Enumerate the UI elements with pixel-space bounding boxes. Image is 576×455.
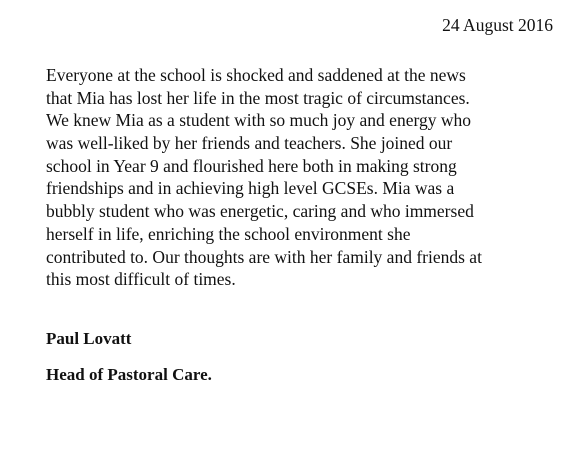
body-line: contributed to. Our thoughts are with her family and friends at — [46, 246, 482, 267]
body-line: was well-liked by her friends and teachers. She joined our — [46, 133, 453, 154]
body-line: Everyone at the school is shocked and saddened at the news — [46, 65, 466, 85]
body-line: friendships and in achieving high level GCSEs. Mia was a — [46, 178, 455, 199]
body-line: this most difficult of times. — [46, 269, 236, 290]
letter-date: 24 August 2016 — [442, 15, 553, 35]
letter-body — [46, 64, 482, 291]
body-line: bubbly student who was energetic, caring and who immersed — [46, 201, 474, 222]
body-line: school in Year 9 and flourished here both in making strong — [46, 155, 457, 176]
body-line: that Mia has lost her life in the most tragic of circumstances. — [46, 87, 470, 108]
signatory-name: Paul Lovatt — [46, 329, 132, 348]
body-line: herself in life, enriching the school environment she — [46, 223, 411, 244]
body-line: We knew Mia as a student with so much joy and energy who — [46, 110, 471, 131]
signatory-title: Head of Pastoral Care. — [46, 365, 212, 384]
